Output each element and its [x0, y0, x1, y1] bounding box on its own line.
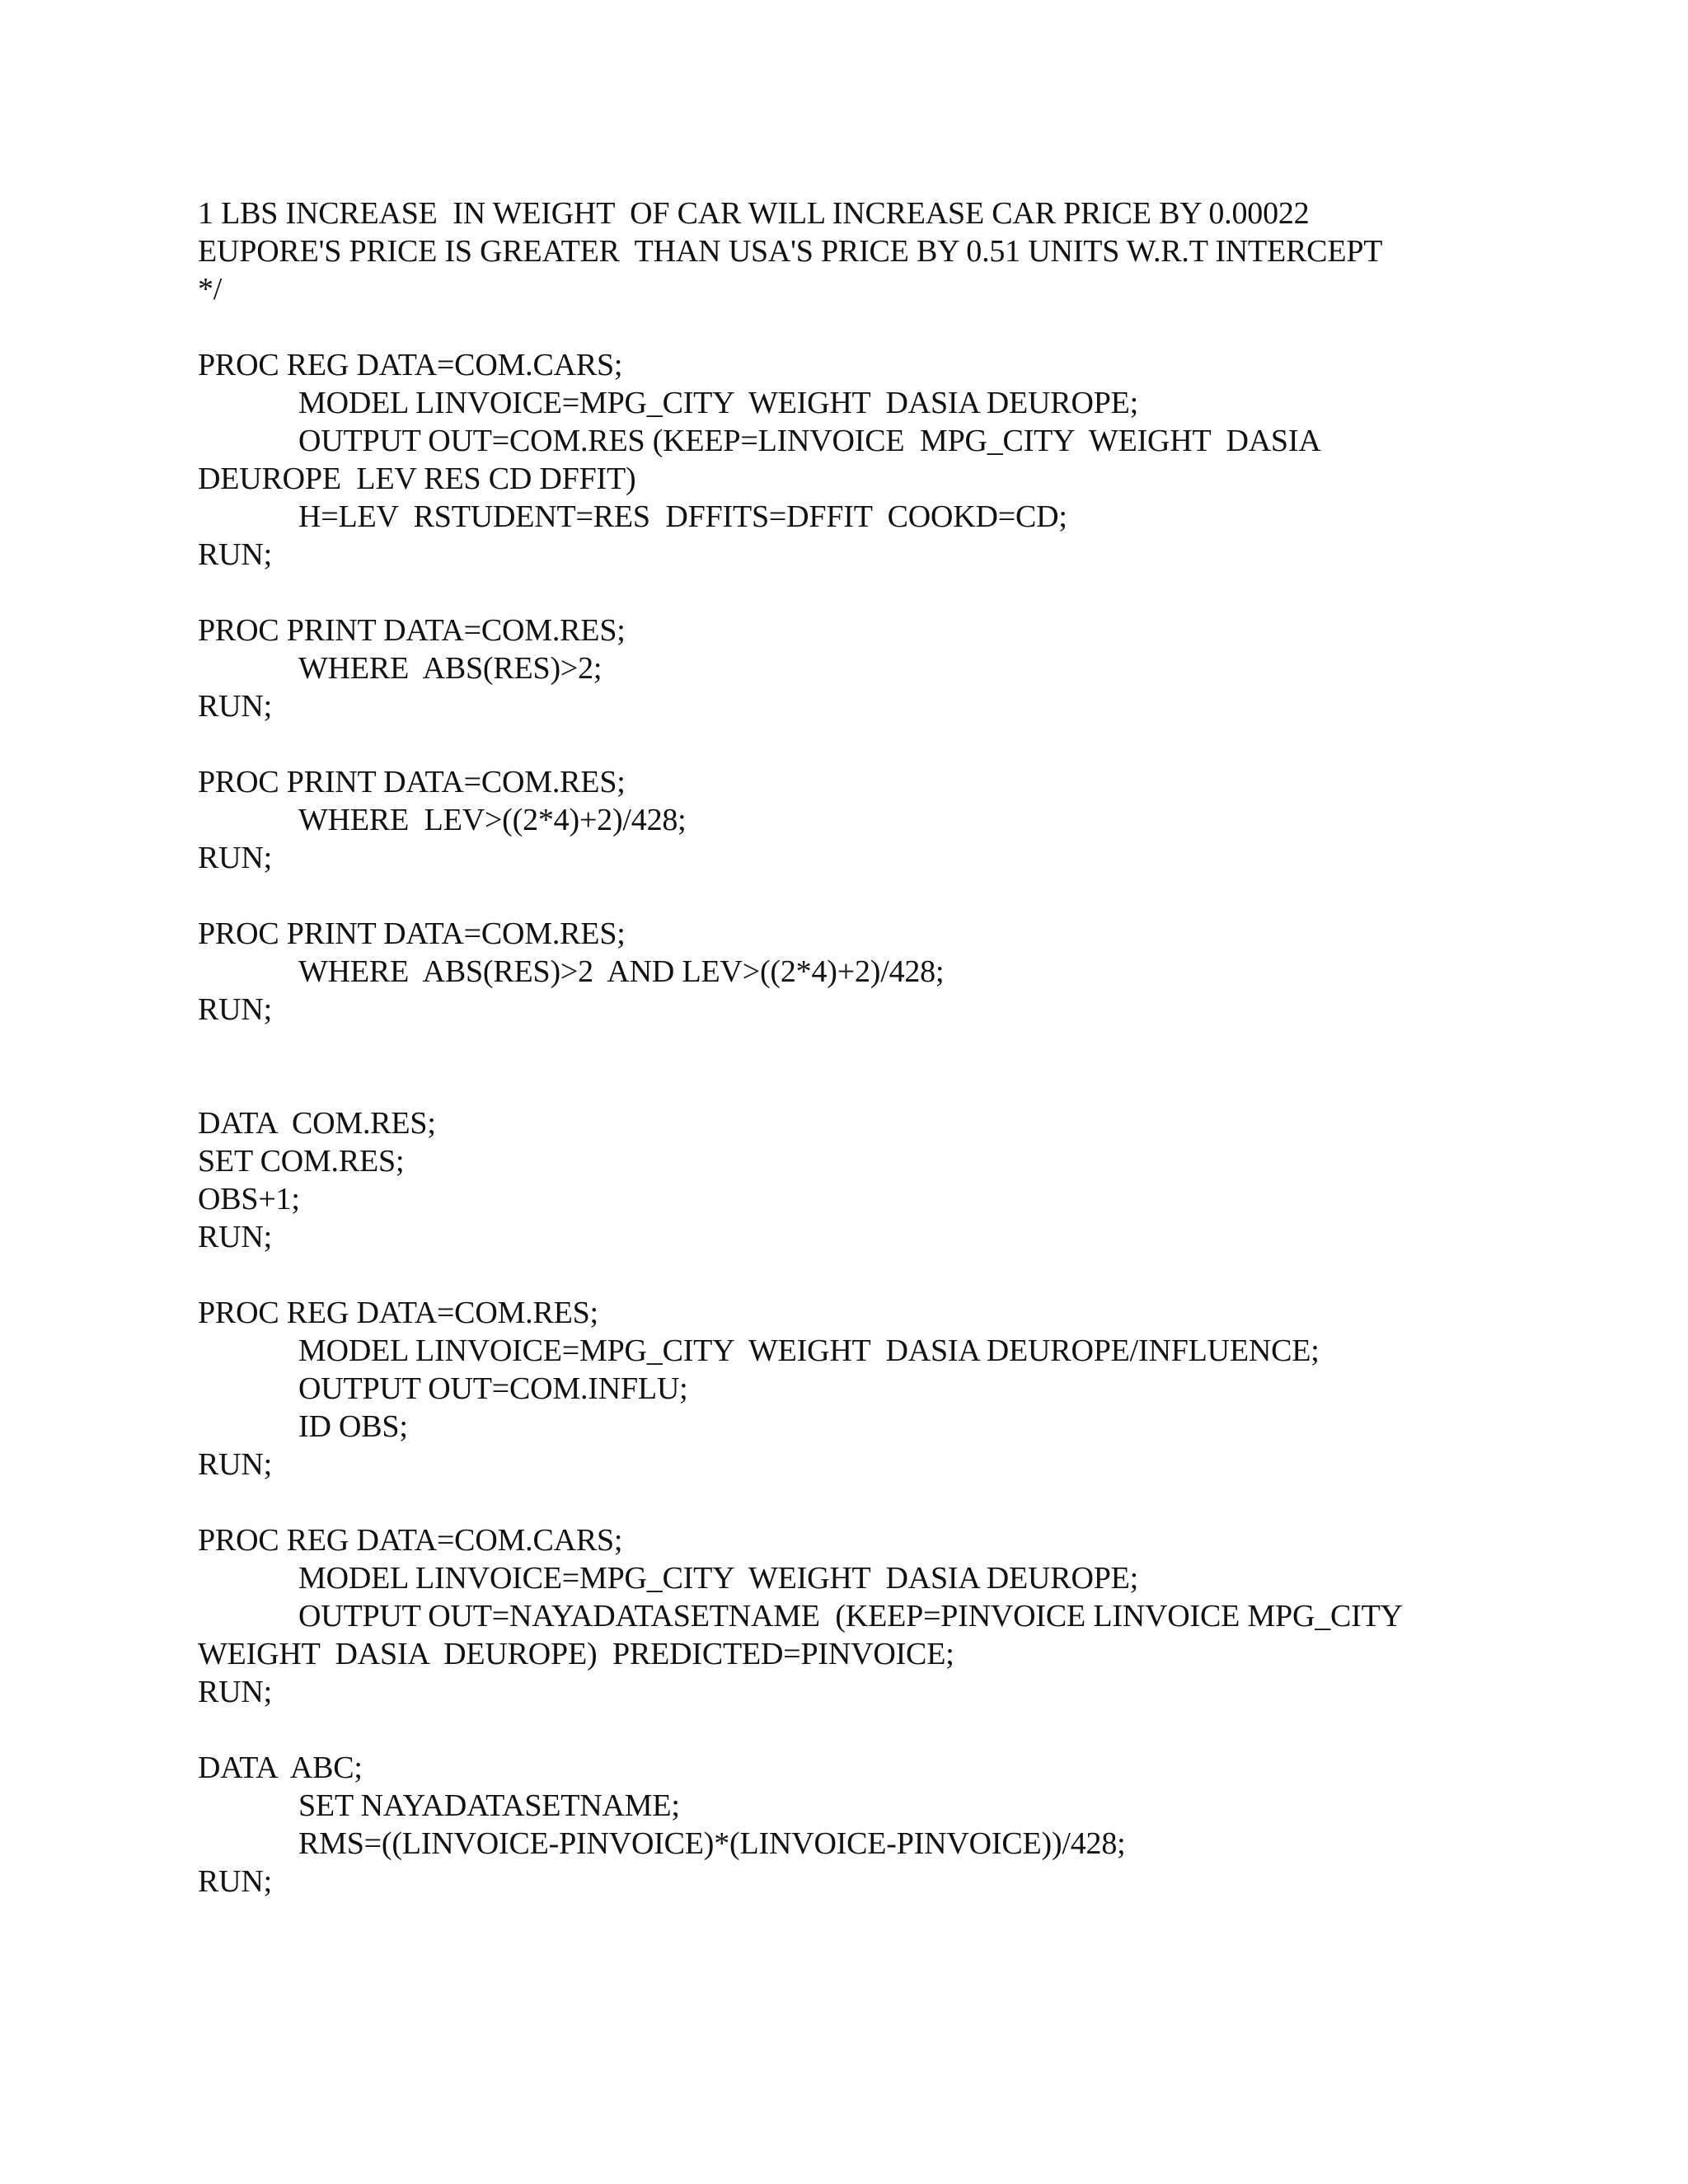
code-line: RUN; — [198, 689, 272, 724]
code-line: RUN; — [198, 1675, 272, 1709]
code-line: OBS+1; — [198, 1182, 300, 1216]
blank-line — [198, 574, 1533, 612]
code-line: WHERE LEV>((2*4)+2)/428; — [298, 803, 687, 837]
code-line: RUN; — [198, 1220, 272, 1254]
blank-line — [198, 1711, 1533, 1749]
blank-line — [198, 1256, 1533, 1294]
code-line: RMS=((LINVOICE-PINVOICE)*(LINVOICE-PINVOICE))/428; — [298, 1826, 1126, 1861]
code-line: MODEL LINVOICE=MPG_CITY WEIGHT DASIA DEUROPE; — [298, 1561, 1138, 1596]
code-line: 1 LBS INCREASE IN WEIGHT OF CAR WILL INCREASE CAR PRICE BY 0.00022 — [198, 196, 1310, 231]
code-line: PROC PRINT DATA=COM.RES; — [198, 613, 626, 648]
code-line: WEIGHT DASIA DEUROPE) PREDICTED=PINVOICE; — [198, 1637, 954, 1671]
code-line: MODEL LINVOICE=MPG_CITY WEIGHT DASIA DEUROPE/INFLUENCE; — [298, 1333, 1320, 1368]
code-line: EUPORE'S PRICE IS GREATER THAN USA'S PRICE BY 0.51 UNITS W.R.T INTERCEPT — [198, 234, 1383, 269]
code-line: */ — [198, 272, 223, 307]
blank-line — [198, 1066, 1533, 1104]
code-line: RUN; — [198, 841, 272, 875]
blank-line — [198, 725, 1533, 763]
code-line: PROC REG DATA=COM.RES; — [198, 1296, 598, 1330]
code-line: RUN; — [198, 537, 272, 572]
code-line: DEUROPE LEV RES CD DFFIT) — [198, 462, 636, 496]
blank-line — [198, 1029, 1533, 1066]
code-line: ID OBS; — [298, 1409, 408, 1444]
code-line: WHERE ABS(RES)>2 AND LEV>((2*4)+2)/428; — [298, 954, 945, 989]
code-line: WHERE ABS(RES)>2; — [298, 651, 603, 686]
code-line: MODEL LINVOICE=MPG_CITY WEIGHT DASIA DEUROPE; — [298, 386, 1138, 420]
code-line: DATA ABC; — [198, 1750, 363, 1785]
code-line: RUN; — [198, 1447, 272, 1482]
code-line: PROC REG DATA=COM.CARS; — [198, 348, 623, 382]
code-line: OUTPUT OUT=COM.INFLU; — [298, 1371, 688, 1406]
code-line: PROC REG DATA=COM.CARS; — [198, 1523, 623, 1558]
code-line: DATA COM.RES; — [198, 1106, 436, 1141]
code-line: RUN; — [198, 1864, 272, 1899]
blank-line — [198, 1483, 1533, 1521]
code-line: H=LEV RSTUDENT=RES DFFITS=DFFIT COOKD=CD; — [298, 499, 1067, 534]
code-line: PROC PRINT DATA=COM.RES; — [198, 765, 626, 799]
code-line: OUTPUT OUT=NAYADATASETNAME (KEEP=PINVOICE LINVOICE MPG_CITY — [298, 1599, 1403, 1633]
blank-line — [198, 877, 1533, 915]
code-line: RUN; — [198, 992, 272, 1027]
code-line: OUTPUT OUT=COM.RES (KEEP=LINVOICE MPG_CITY WEIGHT DASIA — [298, 424, 1321, 458]
code-line: PROC PRINT DATA=COM.RES; — [198, 916, 626, 951]
sas-code-block — [198, 194, 1533, 1900]
code-line: SET COM.RES; — [198, 1144, 405, 1179]
blank-line — [198, 308, 1533, 346]
code-line: SET NAYADATASETNAME; — [298, 1788, 680, 1823]
